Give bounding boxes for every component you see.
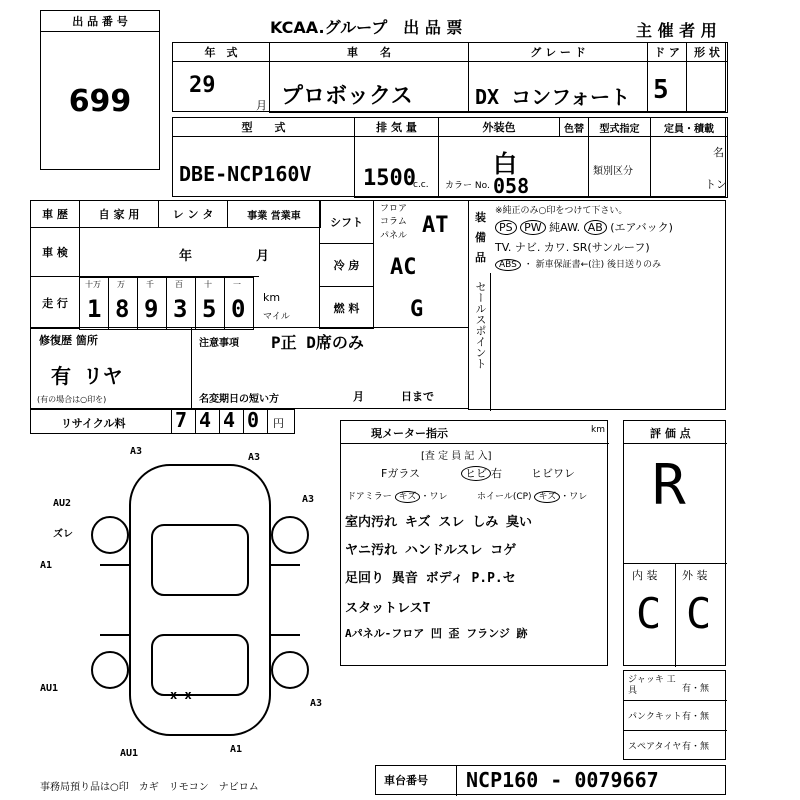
car-diagram [70, 445, 330, 765]
month-suffix: 月 [256, 99, 267, 112]
chassis-value: NCP160 - 0079667 [466, 768, 659, 792]
capacity-label: 定員・積載 [650, 117, 728, 137]
cap-unit1: 名 [713, 146, 724, 159]
inspection-year: 年 [179, 249, 193, 264]
history-opt-1: 自 家 用 [79, 200, 159, 228]
fuel-value: G [410, 297, 424, 322]
km-label: km [263, 291, 281, 304]
color-no-label: カラー No. [445, 181, 490, 191]
exterior-grade: C [686, 589, 712, 638]
color-label: 外装色 [438, 117, 560, 137]
mid-info: シフト フロア コラム パネル AT 冷 房 AC 燃 料 G [319, 200, 469, 328]
inspection-label: 車 検 [30, 227, 80, 277]
color-no-value: 058 [493, 174, 530, 198]
model-label: 型 式 [172, 117, 355, 137]
shift-value: AT [422, 213, 449, 238]
mileage-digit-4: 3 [173, 295, 188, 323]
mile-label: マイル [263, 312, 290, 322]
ac-value: AC [390, 255, 417, 280]
doors-label: ド ア [647, 42, 687, 62]
inspection-month: 月 [256, 249, 270, 264]
doors-value: 5 [653, 75, 669, 105]
mileage-grid: 十万 万 千 百 十 一 1 8 9 3 5 0 [79, 276, 259, 329]
grade-value: R [652, 453, 686, 518]
expiry-label: 名変期日の短い方 [199, 394, 279, 405]
form-title: KCAA.グループ 出 品 票 [270, 18, 463, 37]
mileage-label: 走 行 [30, 276, 80, 329]
year-label: 年 式 [172, 42, 270, 62]
equip-line2: TV. ナビ. カワ. SR(サンルーフ) [495, 241, 650, 254]
color-change-label: 色替 [559, 117, 589, 137]
meter-box: 現メーター指示 km [査 定 員 記 入] Fガラス ヒビ 右 ヒビワレ ドアミラー キズ ・ワレ ホイール(CP) キズ ・ワレ 室内汚れ キズ スレ しみ 臭い ヤニ汚れ ハンドルスレ コゲ 足回り 異音 ボディ P.P.セ スタットレスT Aパネル-フロア 凹 歪 フランジ 跡 [340, 420, 608, 666]
row2 [172, 117, 726, 197]
fuel-label: 燃 料 [319, 286, 374, 329]
color-value: 白 [493, 150, 517, 178]
interior-grade: C [636, 589, 662, 638]
recycle: リサイクル料 7 4 4 0 円 [30, 409, 295, 434]
recycle-label: リサイクル料 [61, 417, 126, 430]
cap-unit2: トン [705, 178, 727, 191]
history-opt-2: レ ン タ [158, 200, 228, 228]
mileage-digit-2: 8 [115, 295, 130, 323]
mileage-digit-5: 5 [202, 295, 217, 323]
organizer-label: 主 催 者 用 [636, 21, 717, 40]
equip-line1: PS PW 純AW. AB (エアバック) [495, 219, 673, 235]
lot-box [40, 10, 160, 170]
office-note: 事務局預り品は○印 カギ リモコン ナビロム [40, 782, 259, 793]
ac-label: 冷 房 [319, 243, 374, 287]
model-value: DBE-NCP160V [179, 162, 312, 186]
equip-line3: ABS ・ 新車保証書←(注) 後日送りのみ [495, 257, 661, 270]
name-value: プロボックス [281, 84, 413, 109]
extras: ジャッキ 工具 有・無 パンクキット 有・無 スペアタイヤ 有・無 [623, 670, 726, 760]
type-label: 型式指定 [588, 117, 651, 137]
disp-unit: c.c. [413, 180, 429, 190]
repair-note: (有の場合は○印を) [37, 395, 107, 404]
lot-label: 出 品 番 号 [40, 10, 160, 32]
shape-label: 形 状 [686, 42, 728, 62]
year-value: 29 [189, 73, 216, 98]
note-label: 注意事項 [199, 338, 239, 349]
disp-value: 1500 [363, 166, 416, 191]
mileage-digit-1: 1 [87, 295, 102, 323]
grade-value: DX コンフォート [475, 85, 631, 109]
class-label: 類別区分 [593, 166, 633, 177]
note-value: P正 D席のみ [271, 333, 364, 352]
name-label: 車 名 [269, 42, 469, 62]
row1 [172, 42, 726, 112]
repair-value: 有 リヤ [51, 364, 123, 388]
meter-label: 現メーター指示 [371, 427, 448, 440]
chassis: 車台番号 NCP160 - 0079667 [375, 765, 726, 795]
history-opt-3: 事業 営業車 [227, 200, 321, 228]
mileage-digit-6: 0 [231, 295, 246, 323]
sales-point-label: セールスポイント [474, 281, 487, 369]
mileage-digit-3: 9 [144, 295, 159, 323]
lot-number: 699 [68, 83, 132, 119]
grade-box: 評 価 点 R 内 装 外 装 C C [623, 420, 726, 666]
equipment: 装 備 品 ※純正のみ○印をつけて下さい。 PS PW 純AW. AB (エアバック) TV. ナビ. カワ. SR(サンルーフ) ABS ・ 新車保証書←(注) 後日送りのみ セールスポイント [468, 200, 726, 410]
repair-label: 修復歴 箇所 [39, 334, 98, 347]
left-info [30, 200, 320, 328]
grade-label: グ レ ー ド [468, 42, 648, 62]
repair: 修復歴 箇所 有 リヤ (有の場合は○印を) 注意事項 P正 D席のみ 名変期日の短い方 月 日まで [30, 327, 469, 409]
history-label: 車 歴 [30, 200, 80, 228]
disp-label: 排 気 量 [354, 117, 439, 137]
shift-label: シフト [319, 200, 374, 244]
